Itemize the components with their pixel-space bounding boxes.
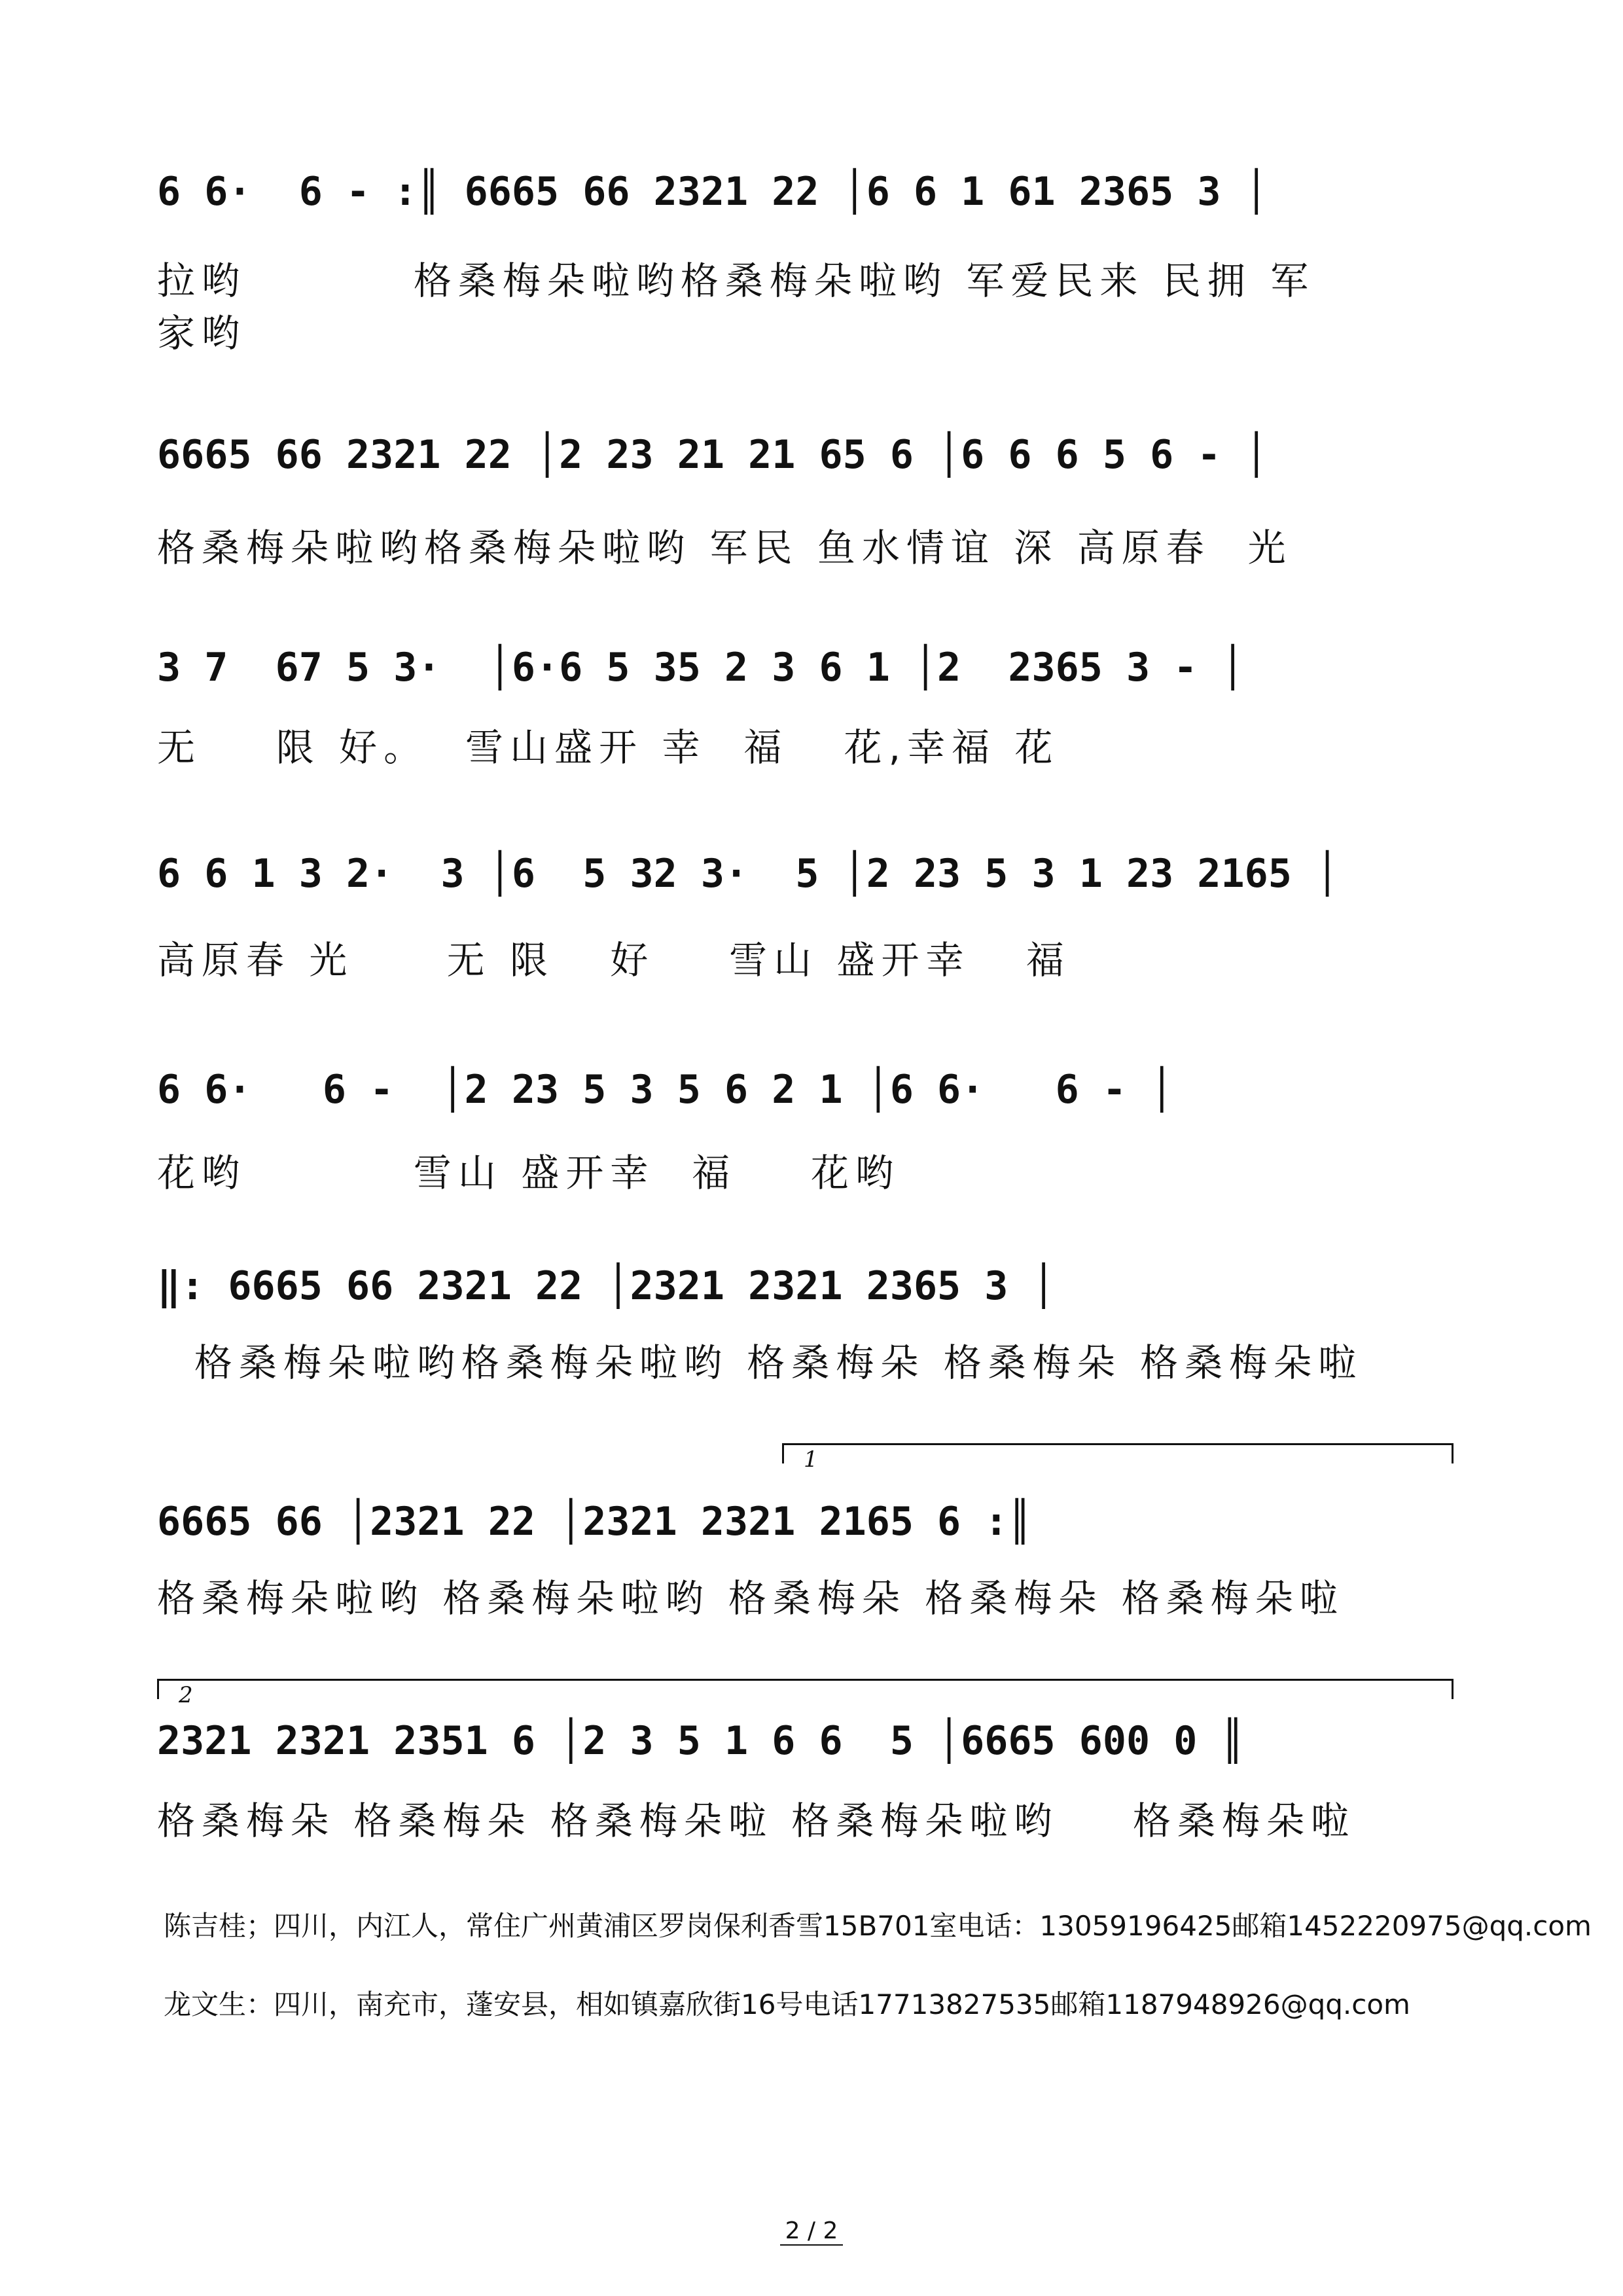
page-number xyxy=(0,2217,1623,2244)
lyric-line-2: 格桑梅朵啦哟格桑梅朵啦哟 军民 鱼水情谊 深 高原春 光 xyxy=(157,526,1293,570)
lyric-line-1b: 家哟 xyxy=(157,311,247,355)
lyric-line-1: 拉哟 格桑梅朵啦哟格桑梅朵啦哟 军爱民来 民拥 军 xyxy=(157,259,1315,303)
notation-line-6: ‖: 6665 66 2321 22 │2321 2321 2365 3 │ xyxy=(157,1263,1056,1309)
notation-line-8: 2321 2321 2351 6 │2 3 5 1 6 6 5 │6665 600 0 ║ xyxy=(157,1718,1245,1764)
notation-line-5: 6 6· 6 - │2 23 5 3 5 6 2 1 │6 6· 6 - │ xyxy=(157,1067,1174,1113)
lyric-line-7: 格桑梅朵啦哟 格桑梅朵啦哟 格桑梅朵 格桑梅朵 格桑梅朵啦 xyxy=(157,1576,1344,1621)
lyric-line-4: 高原春 光 无 限 好 雪山 盛开幸 福 xyxy=(157,938,1071,982)
notation-line-7: 6665 66 │2321 22 │2321 2321 2165 6 :║ xyxy=(157,1499,1032,1545)
volta-2-label: 2 xyxy=(179,1682,193,1708)
volta-bracket-2 xyxy=(157,1679,1454,1708)
lyric-line-6: 格桑梅朵啦哟格桑梅朵啦哟 格桑梅朵 格桑梅朵 格桑梅朵啦 xyxy=(157,1340,1363,1385)
page-number-text: 2 / 2 xyxy=(780,2217,844,2246)
lyric-line-5: 花哟 雪山 盛开幸 福 花哟 xyxy=(157,1151,900,1195)
volta-1-label: 1 xyxy=(804,1446,818,1473)
notation-line-4: 6 6 1 3 2· 3 │6 5 32 3· 5 │2 23 5 3 1 23 2165 │ xyxy=(157,851,1340,897)
notation-line-1: 6 6· 6 - :║ 6665 66 2321 22 │6 6 1 61 2365 3 │ xyxy=(157,169,1268,215)
lyric-line-8: 格桑梅朵 格桑梅朵 格桑梅朵啦 格桑梅朵啦哟 格桑梅朵啦 xyxy=(157,1799,1356,1843)
notation-line-2: 6665 66 2321 22 │2 23 21 21 65 6 │6 6 6 5 6 - │ xyxy=(157,432,1268,478)
contact-line-1: 陈吉桂；四川，内江人，常住广州黄浦区罗岗保利香雪15B701室电话：13059196425邮箱1452220975@qq.com xyxy=(164,1910,1592,1942)
notation-line-3: 3 7 67 5 3· │6·6 5 35 2 3 6 1 │2 2365 3 - │ xyxy=(157,645,1245,691)
contact-line-2: 龙文生：四川，南充市，蓬安县，相如镇嘉欣街16号电话17713827535邮箱1187948926@qq.com xyxy=(164,1988,1410,2020)
volta-bracket-1 xyxy=(782,1443,1454,1473)
lyric-line-3: 无 限 好。 雪山盛开 幸 福 花,幸福 花 xyxy=(157,725,1060,770)
